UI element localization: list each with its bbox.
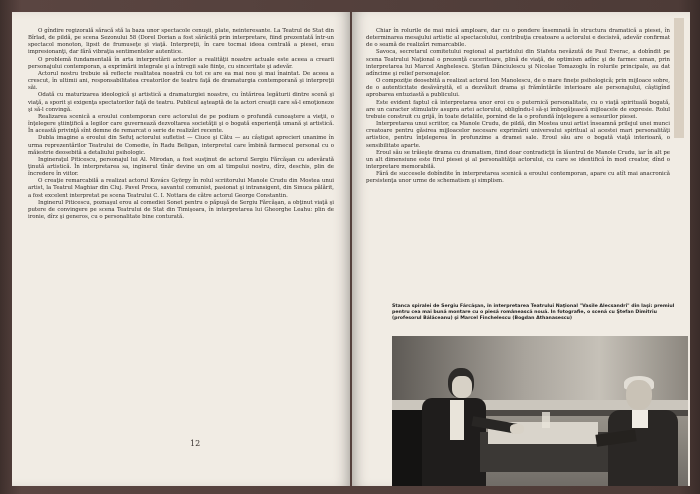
paragraph: O compoziţie deosebită a realizat actorul Ion Manolescu, de o mare finețe psihologică; prin mijloace sobre, de o autenticitate desăvârşită, el a dezvăluit drama şi frămîntările interioare ale personajului, câştigînd aprobarea entuziastă a publicului. xyxy=(366,78,670,99)
paragraph: Eroul său se trăieşte drama cu dramatism, fiind doar contradicţii în lăuntrul de Manole Crudu, iar în alt pe un alt dimensiune este firul piesei şi al personalităţii actorului, cu care se identifică în mod creator, dînd o interpretare memorabilă. xyxy=(366,149,670,170)
paragraph: Odată cu maturizarea ideologică şi artistică a dramaturgiei noastre, cu întărirea legăturii dintre scenă şi viaţă, a sporit şi exigenţa spectatorilor faţă de teatru. Publicul aşteaptă de la actori creaţii care să-l emoţioneze şi să-l convingă. xyxy=(28,92,334,113)
paragraph: Interpretarea unui scriitor, ca Manole Crudu, de pildă, din Mostea unui artist înseamnă prilejul unei munci creatoare pentru găsirea mijloacelor necesare exprimării universului spiritual al acestei mari personalităţi artistice, pentru înţelegerea în profunzime a dramei sale. Eroul său are o bogată viaţă interioară, o sensibilitate aparte. xyxy=(366,121,670,149)
stage-photo xyxy=(392,336,688,486)
paragraph: Este evident faptul că interpretarea unor eroi cu o puternică personalitate, cu o viaţă spirituală bogată, are un caracter stimulativ asupra artei actorului, obligîndu-l să-şi îmbogăţească mijloacele de expresie. Rolul trebuie construit cu grijă, în toate detaliile, pornind de la o profundă înţelegere a sensurilor piesei. xyxy=(366,99,670,120)
paragraph: Savoca, secretarul comitetului regional al partidului din Stafeta nevăzută de Paul Everac, a dobîndit pe scena Teatrului Naţional o prezenţă cuceritoare, plină de viaţă, de optimism adînc şi de farmec uman, prin interpretarea lui Marcel Anghelescu. Ştefan Dănciulescu şi Nicolae Tomazoglu în rolurile principale, au dat adîncime şi relief personajelor. xyxy=(366,49,670,77)
paragraph: Actorul nostru trebuie să reflecte realitatea noastră cu tot ce are ea mai nou şi mai înaintat. De aceea a crescut, în ultimii ani, responsabilitatea creatorilor de teatru faţă de dramaturgia contemporană şi interpreţii săi. xyxy=(28,70,334,92)
paragraph: Dubla imagine a eroului din Sefuţ actorului sufletist — Ciuce şi Cătu — au câștigat aprecieri unanime în urma reprezentărilor Teatrului de Comedie, în Radu Beligan, interpretul care îmbină farmecul personal cu o măiestrie deosebită a detaliului psihologic. xyxy=(28,135,334,156)
paragraph: Chiar în rolurile de mai mică amploare, dar cu o pondere însemnată în structura dramatică a piesei, în determinarea mesajului artistic al spectacolului, contribuţia creatoare a actorului e decisivă, adevăr confirmat de o seamă de realizări remarcabile. xyxy=(366,28,670,49)
paragraph: Realizarea scenică a eroului contemporan cere actorului de pe podium o profundă cunoaştere a vieţii, o înţelegere ştiinţifică a legilor care guvernează dezvoltarea societăţii şi o bogată experienţă umană şi artistică. În această privinţă sînt demne de remarcat o serie de realizări recente. xyxy=(28,113,334,135)
paragraph: O problemă fundamentală în arta interpretării actorilor a realităţii noastre actuale este aceea a crearii personajului contemporan, a exprimării integrale şi a întregii sale fiinţe, cu sinceritate şi adevăr. xyxy=(28,56,334,70)
library-stamp xyxy=(674,18,684,138)
left-page xyxy=(12,12,350,486)
right-page-text xyxy=(366,28,670,185)
photo-caption: Stanca spiralei de Sergiu Fărcăşan, în interpretarea Teatrului Naţional "Vasile Alecsandri" din Iaşi: premiul pentru cea mai bună montare cu o piesă românească nouă. In fotografie, o scenă cu Ştefan Dimitriu (profesorul Bălăceanu) şi Marcel Finchelescu (Bogdan Athanasescu) xyxy=(392,304,675,322)
right-page xyxy=(352,12,690,486)
paragraph: Fără de succesele dobîndite în interpretarea scenică a eroului contemporan, apare cu atît mai anacronică persistenţa unor urme de schematism şi simplism. xyxy=(366,171,670,185)
paragraph: Ingineraţul Piticescu, personajul lui Al. Mirodan, a fost susţinut de actorul Sergiu Fărcăşan cu adevărată ţinută artistică. În interpretarea sa, inginerul tînăr devine un om al timpului nostru, dîrz, deschis, plin de încredere în viitor. xyxy=(28,156,334,178)
paragraph: O creaţie remarcabilă a realizat actorul Kovács György în rolul scriitorului Manole Crudu din Mostea unui artist, la Teatrul Maghiar din Cluj. Pavel Proca, savantul comunist, pasionat şi intransigent, din Sinuca pălărit, a fost excelent interpretat pe scena Teatrului C. I. Nottara de către actorul George Constantin. xyxy=(28,178,334,199)
paragraph: O gîndire regizorală săracă stă la baza unor spectacole cenuşii, plate, neinteresante. La Teatrul de Stat din Bîrlad, de pildă, pe scena Sezonului 58 (Dorel Dorian a fost sărăcită prin interpretare, fiind prezentată într-un spectacol monoton, lipsit de frumuseţe şi viaţă. Interpreţii, în care tocmai ideea centrală a piesei, erau impresionanţi, dar fără vibraţia sentimentelor autentice. xyxy=(28,28,334,56)
page-number: 12 xyxy=(190,439,201,448)
paragraph: Inginerul Piticescu, poznaşul erou al comediei Sonet pentru o păpuşă de Sergiu Fărcăşan, a obţinut viaţă şi putere de convingere pe scena Teatrului de Stat din Timişoara, în interpretarea lui Gheorghe Leahu: plin de ironie, dîrz şi generos, cu o personalitate bine conturată. xyxy=(28,199,334,221)
left-page-text xyxy=(28,28,334,221)
